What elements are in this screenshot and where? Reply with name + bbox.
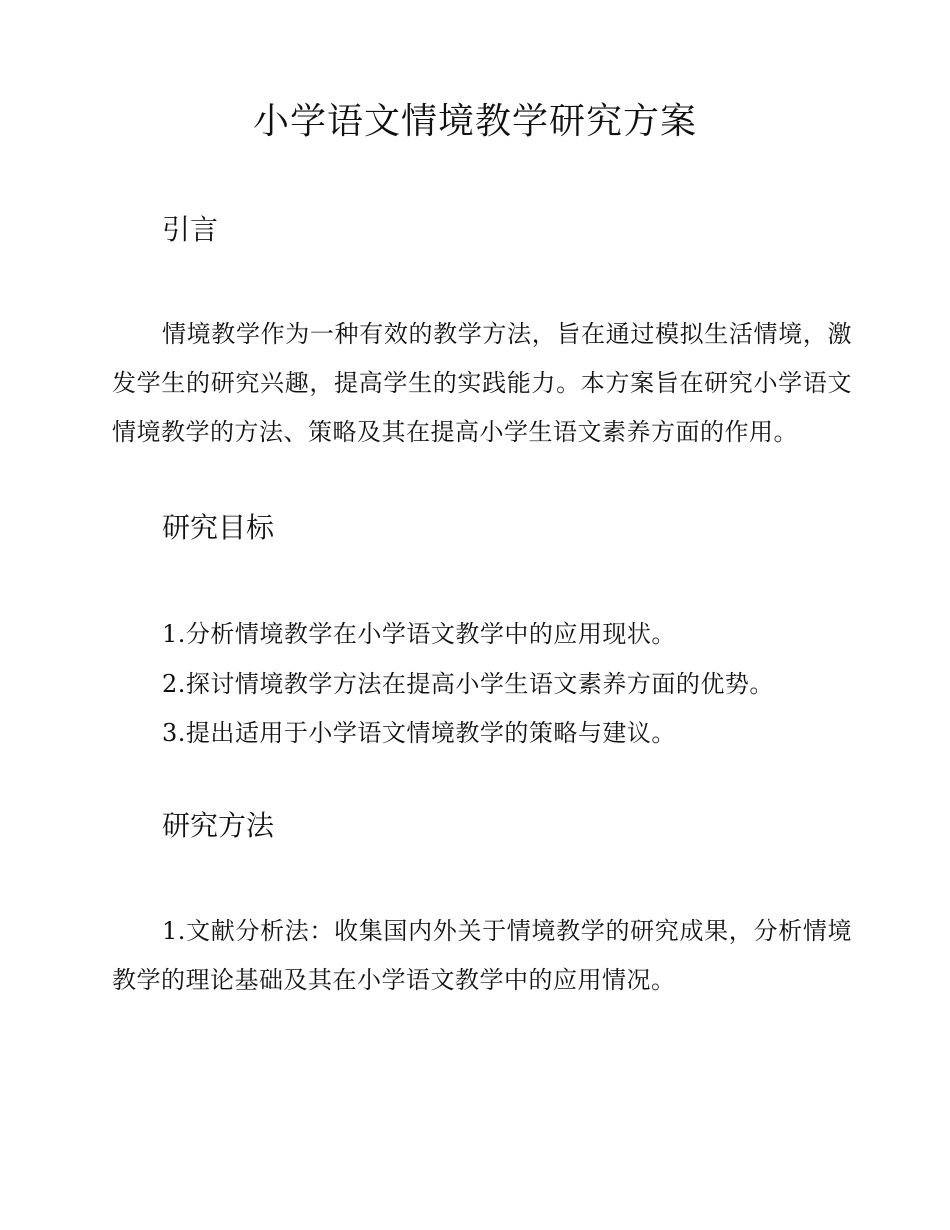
method-item-1: 1.文献分析法：收集国内外关于情境教学的研究成果，分析情境教学的理论基础及其在小学语文教学中的应用情况。: [112, 917, 852, 994]
goal-item-1: 1.分析情境教学在小学语文教学中的应用现状。: [162, 620, 676, 648]
introduction-paragraph: 情境教学作为一种有效的教学方法，旨在通过模拟生活情境，激发学生的研究兴趣，提高学生的实践能力。本方案旨在研究小学语文情境教学的方法、策略及其在提高小学生语文素养方面的作用。: [112, 320, 852, 446]
section-heading-introduction: 引言: [162, 213, 219, 246]
goal-item-2: 2.探讨情境教学方法在提高小学生语文素养方面的优势。: [162, 670, 774, 698]
section-heading-research-methods: 研究方法: [162, 809, 275, 842]
document-title: 小学语文情境教学研究方案: [252, 101, 697, 142]
goal-item-3: 3.提出适用于小学语文情境教学的策略与建议。: [162, 719, 676, 747]
section-heading-research-goals: 研究目标: [162, 511, 275, 544]
